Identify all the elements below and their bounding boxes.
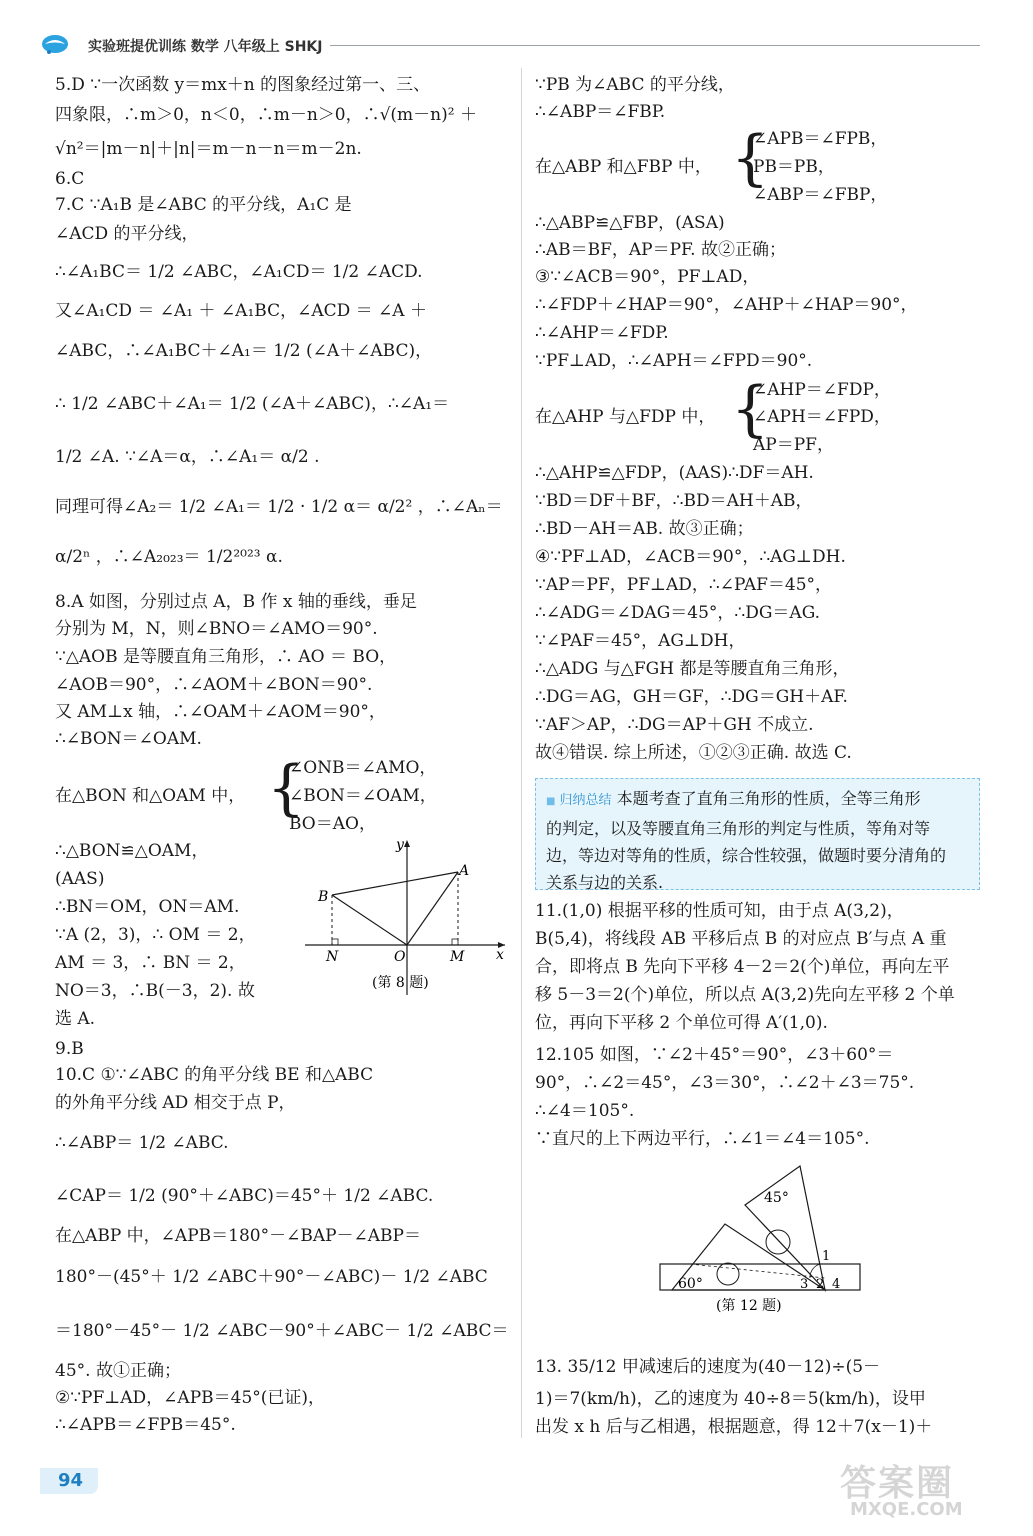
figure-8-caption: (第 8 题) xyxy=(372,975,429,991)
answer-9: 9.B xyxy=(55,1039,84,1059)
answer-8-line-10: ∵A (2，3)，∴ OM ＝ 2， xyxy=(55,925,256,945)
watermark-logo xyxy=(840,1455,1000,1525)
answer-10-cont-4: ∴AB＝BF，AP＝PF. 故②正确； xyxy=(535,240,786,260)
triangle-45 xyxy=(745,1166,825,1290)
figure-8-diagram xyxy=(300,835,515,1005)
label-y: y xyxy=(396,837,404,853)
answer-8-condition-1: ∠ONB＝∠AMO， xyxy=(289,758,437,778)
answer-10-cont-18: ∵AF＞AP，∴DG＝AP＋GH 不成立. xyxy=(535,715,814,735)
watermark-line-1: 答案圈 xyxy=(840,1463,955,1504)
right-angle-N xyxy=(332,939,338,945)
answer-10-cont-6: ∴∠FDP＋∠HAP＝90°，∠AHP＋∠HAP＝90°， xyxy=(535,295,918,315)
answer-7-line-8: 同理可得∠A₂＝ 1/2 ∠A₁＝ 1/2 · 1/2 α＝ α/2² ，∴∠Aₙ＝ xyxy=(55,497,503,517)
brace-icon: { xyxy=(731,374,770,444)
segment-OB xyxy=(332,895,407,945)
answer-10-cont-1: ∵PB 为∠ABC 的平分线， xyxy=(535,75,735,95)
answer-11-line-3: 合，即将点 B 先向下平移 4－2＝2(个)单位，再向左平 xyxy=(535,957,950,977)
answer-7-line-5: ∠ABC，∴∠A₁BC＋∠A₁＝ 1/2 (∠A＋∠ABC)， xyxy=(55,341,433,361)
answer-10-cont-7: ∴∠AHP＝∠FDP. xyxy=(535,323,669,343)
answer-10-cont-16: ∴△ADG 与△FGH 都是等腰直角三角形， xyxy=(535,659,850,679)
header-rule xyxy=(330,45,980,46)
answer-10-cont-5: ③∵∠ACB＝90°，PF⊥AD， xyxy=(535,267,760,287)
page-number: 94 xyxy=(58,1470,84,1491)
answer-10-cont-8: ∵PF⊥AD，∴∠APH＝∠FPD＝90°. xyxy=(535,351,813,371)
answer-10-line-8: 45°. 故①正确； xyxy=(55,1361,181,1381)
figure-12-caption: (第 12 题) xyxy=(716,1298,782,1314)
summary-box xyxy=(535,778,980,890)
answer-10-condition-2b: ∠APH＝∠FPD， xyxy=(753,407,891,427)
summary-line-2: 的判定，以及等腰直角三角形的判定与性质，等角对等 xyxy=(546,819,931,838)
answer-12-line-2: 90°，∴∠2＝45°，∠3＝30°，∴∠2＋∠3＝75°. xyxy=(535,1073,915,1093)
answer-10-cont-13: ∵AP＝PF，PF⊥AD，∴∠PAF＝45°， xyxy=(535,575,833,595)
segment-AB xyxy=(332,872,458,895)
answer-10-line-2: 的外角平分线 AD 相交于点 P， xyxy=(55,1093,296,1113)
answer-8-line-8: (AAS) xyxy=(55,869,105,889)
answer-10-cont-3: ∴△ABP≌△FBP，(ASA) xyxy=(535,213,725,233)
header-title: 实验班提优训练 数学 八年级上 SHKJ xyxy=(88,39,323,55)
dashed-guide xyxy=(690,1264,825,1278)
answer-10-line-10: ∴∠APB＝∠FPB＝45°. xyxy=(55,1415,236,1435)
label-M: M xyxy=(450,949,465,965)
answer-7-line-2: ∠ACD 的平分线， xyxy=(55,224,199,244)
answer-7-line-7: 1/2 ∠A. ∵∠A＝α，∴∠A₁＝ α/2 . xyxy=(55,447,320,467)
book-logo-icon xyxy=(40,32,70,56)
answer-8-condition-2: ∠BON＝∠OAM， xyxy=(289,786,437,806)
answer-8-line-13: 选 A. xyxy=(55,1009,96,1029)
answer-10-cont-19: 故④错误. 综上所述，①②③正确. 故选 C. xyxy=(535,743,852,763)
answer-5-line-3: √n²＝|m－n|＋|n|＝m－n－n＝m－2n. xyxy=(55,139,362,159)
answer-10-cont-17: ∴DG＝AG，GH＝GF，∴DG＝GH＋AF. xyxy=(535,687,848,707)
label-A: A xyxy=(459,863,470,879)
answer-10-line-4: ∠CAP＝ 1/2 (90°＋∠ABC)＝45°＋ 1/2 ∠ABC. xyxy=(55,1186,434,1206)
angle-45-label: 45° xyxy=(764,1190,789,1206)
answer-10-condition-1c: ∠ABP＝∠FBP， xyxy=(753,185,888,205)
answer-5-line-1: 5.D ∵一次函数 y＝mx＋n 的图象经过第一、三、 xyxy=(55,75,431,95)
left-column xyxy=(55,68,510,1448)
answer-10-cont-12: ④∵PF⊥AD，∠ACB＝90°，∴AG⊥DH. xyxy=(535,547,846,567)
answer-12-line-1: 12.105 如图，∵∠2＋45°＝90°，∠3＋60°＝ xyxy=(535,1045,894,1065)
column-divider xyxy=(521,68,522,1438)
label-O: O xyxy=(394,949,406,965)
figure-12-diagram xyxy=(650,1160,870,1325)
answer-10-line-3: ∴∠ABP＝ 1/2 ∠ABC. xyxy=(55,1133,229,1153)
answer-8-line-3: ∵△AOB 是等腰直角三角形，∴ AO ＝ BO， xyxy=(55,647,397,667)
answer-10-cont-14: ∴∠ADG＝∠DAG＝45°，∴DG＝AG. xyxy=(535,603,821,623)
answer-10-line-6: 180°－(45°＋ 1/2 ∠ABC＋90°－∠ABC)－ 1/2 ∠ABC xyxy=(55,1267,488,1287)
answer-8-line-9: ∴BN＝OM，ON＝AM. xyxy=(55,897,240,917)
page-header xyxy=(40,30,990,60)
answer-11-line-4: 移 5－3＝2(个)单位，所以点 A(3,2)先向左平移 2 个单 xyxy=(535,985,955,1005)
answer-8-condition-3: BO＝AO， xyxy=(289,814,376,834)
brace-icon: { xyxy=(731,123,770,193)
answer-8-line-7: ∴△BON≌△OAM， xyxy=(55,841,209,861)
summary-line-1: 本题考查了直角三角形的性质，全等三角形 xyxy=(616,789,921,808)
answer-10-cont-10: ∵BD＝DF＋BF，∴BD＝AH＋AB， xyxy=(535,491,813,511)
answer-7-line-1: 7.C ∵A₁B 是∠ABC 的平分线，A₁C 是 xyxy=(55,195,352,215)
answer-13-line-3: 出发 x h 后与乙相遇，根据题意，得 12＋7(x－1)＋ xyxy=(535,1417,933,1437)
answer-10-cont-15: ∵∠PAF＝45°，AG⊥DH， xyxy=(535,631,746,651)
angle-1-label: 1 xyxy=(822,1249,831,1264)
answer-10-condition-intro-2: 在△AHP 与△FDP 中， xyxy=(535,407,716,427)
answer-13-line-2: 1)＝7(km/h)，乙的速度为 40÷8＝5(km/h)，设甲 xyxy=(535,1389,926,1409)
angle-60-label: 60° xyxy=(678,1276,703,1292)
answer-10-condition-2c: AP＝PF， xyxy=(753,435,834,455)
triangle-60-hole xyxy=(717,1263,739,1285)
summary-line-3: 边，等边对等角的性质，综合性较强，做题时要分清角的 xyxy=(546,846,947,865)
angle-4-label: 4 xyxy=(832,1277,841,1292)
segment-OA xyxy=(407,872,458,945)
answer-13-line-1: 13. 35/12 甲减速后的速度为(40－12)÷(5－ xyxy=(535,1357,881,1377)
label-B: B xyxy=(318,889,329,905)
answer-12-line-3: ∴∠4＝105°. xyxy=(535,1101,635,1121)
answer-7-line-3: ∴∠A₁BC＝ 1/2 ∠ABC，∠A₁CD＝ 1/2 ∠ACD. xyxy=(55,262,423,282)
answer-6: 6.C xyxy=(55,169,85,189)
answer-10-condition-1b: PB＝PB， xyxy=(753,157,835,177)
answer-10-condition-intro-1: 在△ABP 和△FBP 中， xyxy=(535,157,712,177)
answer-11-line-2: B(5,4)，将线段 AB 平移后点 B 的对应点 B′与点 A 重 xyxy=(535,929,947,949)
answer-10-line-9: ②∵PF⊥AD，∠APB＝45°(已证)， xyxy=(55,1388,326,1408)
answer-8-line-5: 又 AM⊥x 轴，∴∠OAM＋∠AOM＝90°， xyxy=(55,702,386,722)
answer-8-line-1: 8.A 如图，分别过点 A，B 作 x 轴的垂线，垂足 xyxy=(55,592,417,612)
answer-10-cont-11: ∴BD－AH＝AB. 故③正确； xyxy=(535,519,754,539)
answer-7-line-6: ∴ 1/2 ∠ABC＋∠A₁＝ 1/2 (∠A＋∠ABC)，∴∠A₁＝ xyxy=(55,394,450,414)
answer-10-condition-2a: ∠AHP＝∠FDP， xyxy=(753,380,891,400)
brace-icon: { xyxy=(267,753,306,823)
answer-12-line-4: ∵直尺的上下两边平行，∴∠1＝∠4＝105°. xyxy=(535,1129,870,1149)
right-angle-M xyxy=(452,939,458,945)
answer-8-line-11: AM ＝ 3，∴ BN ＝ 2， xyxy=(55,953,246,973)
page-number-badge xyxy=(40,1468,98,1494)
label-x: x xyxy=(496,947,504,963)
answer-8-line-4: ∠AOB＝90°，∴∠AOM＋∠BON＝90°. xyxy=(55,675,373,695)
answer-8-line-6: ∴∠BON＝∠OAM. xyxy=(55,729,202,749)
answer-8-line-12: NO＝3，∴B(－3，2). 故 xyxy=(55,981,255,1001)
label-N: N xyxy=(326,949,339,965)
answer-11-line-1: 11.(1,0) 根据平移的性质可知，由于点 A(3,2)， xyxy=(535,901,904,921)
watermark-line-2: MXQE.COM xyxy=(850,1499,963,1520)
y-axis-arrow-icon xyxy=(404,840,410,847)
answer-7-line-9: α/2ⁿ ，∴∠A₂₀₂₃＝ 1/2²⁰²³ α. xyxy=(55,547,283,567)
angle-3-label: 3 xyxy=(800,1277,809,1292)
angle-2-label: 2 xyxy=(816,1277,825,1292)
answer-11-line-5: 位，再向下平移 2 个单位可得 A′(1,0). xyxy=(535,1013,828,1033)
answer-10-line-7: ＝180°－45°－ 1/2 ∠ABC－90°＋∠ABC－ 1/2 ∠ABC＝ xyxy=(55,1321,509,1341)
answer-8-condition-intro: 在△BON 和△OAM 中， xyxy=(55,786,246,806)
answer-10-cont-9: ∴△AHP≌△FDP，(AAS)∴DF＝AH. xyxy=(535,463,814,483)
summary-tag: ■ 归纳总结 xyxy=(546,787,611,815)
answer-8-line-2: 分别为 M，N，则∠BNO＝∠AMO＝90°. xyxy=(55,619,378,639)
answer-10-line-1: 10.C ①∵∠ABC 的角平分线 BE 和△ABC xyxy=(55,1065,374,1085)
summary-line-4: 关系与边的关系. xyxy=(546,873,664,892)
triangle-45-hole xyxy=(766,1230,790,1254)
answer-10-cont-2: ∴∠ABP＝∠FBP. xyxy=(535,102,666,122)
answer-10-condition-1a: ∠APB＝∠FPB， xyxy=(753,129,888,149)
answer-7-line-4: 又∠A₁CD ＝ ∠A₁ ＋ ∠A₁BC，∠ACD ＝ ∠A ＋ xyxy=(55,301,427,321)
answer-5-line-2: 四象限，∴m＞0，n＜0，∴m－n＞0，∴√(m－n)² ＋ xyxy=(55,105,477,125)
answer-10-line-5: 在△ABP 中，∠APB＝180°－∠BAP－∠ABP＝ xyxy=(55,1226,421,1246)
